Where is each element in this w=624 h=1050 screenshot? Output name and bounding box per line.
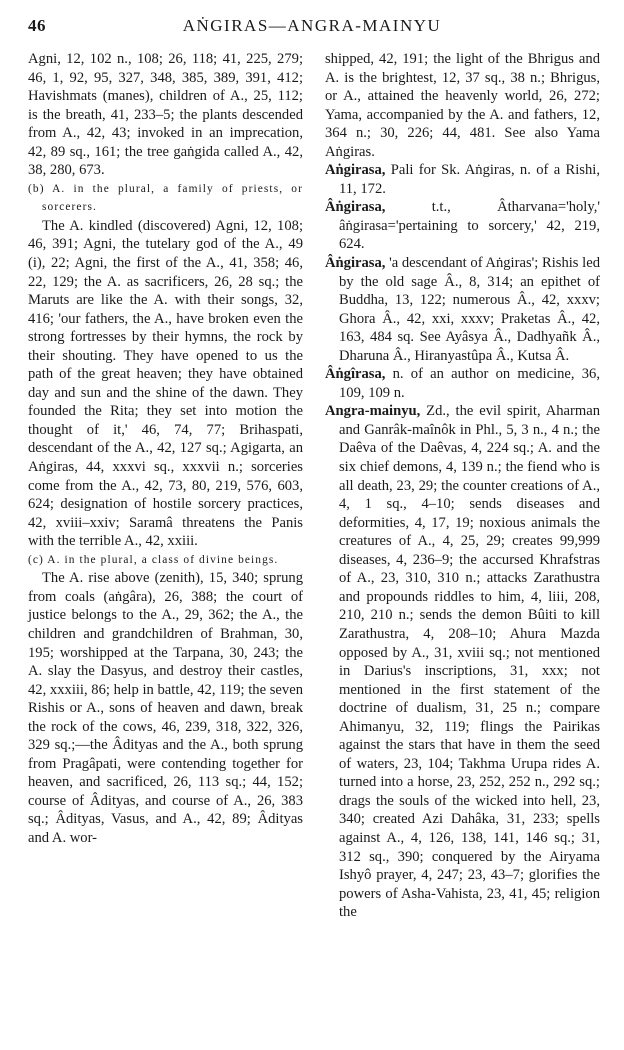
entry-text: n. of an author on medicine, 36, 109, 109 n. [339,366,600,401]
entry-text: Zd., the evil spirit, Aharman and Ganrâk-maînôk in Phl., 5, 3 n., 4 n.; the Daêva of the Daêvas, 4, 224 sq.; A. and the six chief demons, 4, 139 n.; the fiend who is all death, 23, 29; the counter creations of A., 4, 1 sq., 4–10; sends diseases and deformities, 4, 17, 19; noxious animals the creatures of A., 4, 25, 29; creates 99,999 diseases, 4, 236–9; the accursed Khrafstras of A., 23, 310, 310 n.; attacks Zarathustra and propounds riddles to him, 4, liii, 208, 210, 210 n.; sends the demon Bûiti to kill Zarathustra, 4, 208–10; Ahura Mazda opposed by A., 31, xviii sq.; not mentioned in Darius's inscriptions, 31, xxx; not mentioned in the first statement of the doctrine of dualism, 31, 25 n.; compare Ahimanyu, 32, 119; flings the Pairikas against the stars that have in them the seed of waters, 23, 104; Takhma Urupa rides A. turned into a horse, 23, 252, 252 n., 292 sq.; drags the souls of the wicked into hell, 23, 340; created Azi Dahâka, 31, 233; spells against A., 4, 126, 138, 141, 146 sq.; 31, 312 sq., 390; conquered by the Airyama Ishyô prayer, 4, 247; 23, 43–7; glorifies the powers of Asha-Vahista, 23, 41, 45; religion the [339,403,600,921]
entry-text: t.t., Âtharvana='holy,' âṅgirasa='pertaining to sorcery,' 42, 219, 624. [339,199,600,253]
entry-continuation: Agni, 12, 102 n., 108; 26, 118; 41, 225, 279; 46, 1, 92, 95, 327, 348, 385, 389, 391, 412; Havishmats (manes), children of A., 25, 112; is the breath, 41, 233–5; the plants descended from A., 42, 43; invoked in an imprecation, 42, 89 sq., 161; the tree gaṅgida called A., 42, 38, 280, 673. [28,51,303,179]
entry-continuation: shipped, 42, 191; the light of the Bhrigus and A. is the brightest, 12, 37 sq., 38 n.; Bhrigus, or A., attained the heavenly world, 26, 272; Yama, accompanied by the A. and fathers, 12, 364 n.; 30, 226; 44, 481. See also Yama Aṅgiras. [325,51,600,160]
section-b-heading: (b) A. in the plural, a family of priests, or sorcerers. [28,182,303,214]
section-c-text: The A. rise above (zenith), 15, 340; sprung from coals (aṅgâra), 26, 388; the court of justice belongs to the A., 29, 362; the A., the children and grandchildren of Brahman, 30, 195; worshipped at the Tarpana, 30, 243; the A. slay the Dasyus, and destroy their castles, 42, xxxiii, 86; help in battle, 42, 119; the seven Rishis or A., sons of heaven and dawn, break the rock of the cows, 46, 239, 318, 322, 326, 329 sq.;—the Âdityas and the A., both sprung from Pragâpati, were contending together for heaven, and sacrificed, 26, 113 sq.; 44, 152; course of Âdityas, and course of A., 26, 383 sq.; Âdityas, Vasus, and A., 42, 89; Âdityas and A. wor- [28,570,303,846]
entry-text: 'a descendant of Aṅgiras'; Rishis led by the old sage Â., 8, 314; an epithet of Buddha, 13, 122; numerous Â., 42, xxxv; Ghora Â., 42, xxi, xxxv; Praketas Â., 42, 163, 484 sq. See Ayâsya Â., Dadhyañk Â., Dharuna Â., Hiranyastûpa Â., Kutsa Â. [339,255,600,364]
headword: Âṅgîrasa, [325,366,386,383]
entry-angra-mainyu [325,402,600,921]
left-column [28,50,303,848]
entry-angirasa-descendant [325,254,600,365]
entry-text: Pali for Sk. Aṅgiras, n. of a Rishi, 11, 172. [339,162,600,197]
entry-angirasa-pali [325,161,600,198]
headword: Aṅgirasa, [325,162,386,179]
right-column [325,50,600,922]
section-c-heading: (c) A. in the plural, a class of divine beings. [28,553,279,566]
entry-angirasa-tt [325,198,600,254]
section-b-text: The A. kindled (discovered) Agni, 12, 108; 46, 391; Agni, the tutelary god of the A., 49 (i), 22; Agni, the first of the A., 41, 358; 46, 22, 129; the A. as sacrificers, 26, 28 sq.; the Maruts are like the A. with their songs, 32, 416; 'our fathers, the A., have broken even the strong fortresses by their hymns, the rock by their shouting. They have opened to us the path of the great heaven; they have obtained day and sun and the shine of the dawn. They founded the Rita; they set into motion the thought of it,' 46, 74, 77; Brihaspati, descendant of the A., 42, 127 sq.; Agigarta, an Aṅgiras, 44, xxxvi sq., xxxvii n.; sorceries come from the A., 42, 73, 80, 219, 576, 603, 624; designation of hostile sorcery practices, 42, xviii–xxiv; Saramâ threatens the Panis with the terrible A., 42, xxiii. [28,217,303,550]
headword: Angra-mainyu, [325,403,421,420]
page-number: 46 [28,16,46,35]
running-head: AṄGIRAS—ANGRA-MAINYU [182,16,442,35]
headword: Âṅgirasa, [325,255,386,272]
headword: Âṅgirasa, [325,199,386,216]
text-columns [28,50,600,1045]
page-header [0,12,624,36]
entry-angirasa-author [325,365,600,402]
